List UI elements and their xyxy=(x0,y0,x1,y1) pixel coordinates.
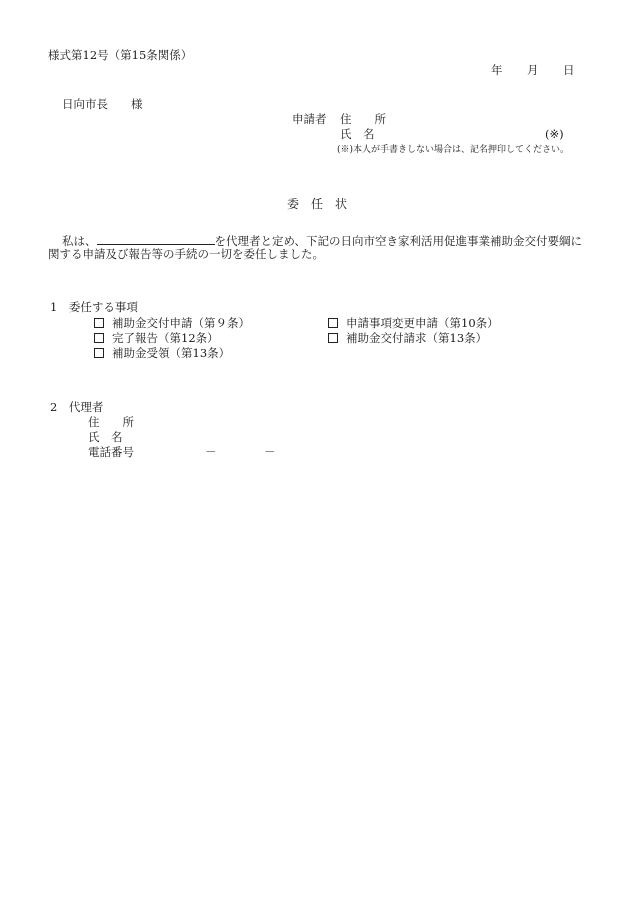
applicant-role-label: 申請者 xyxy=(292,112,327,126)
body-line-1-suffix: を代理者と定め、下記の日向市空き家利活用促進事業補助金交付要綱に xyxy=(214,234,583,248)
delegated-item[interactable] xyxy=(94,318,250,330)
agent-name-label: 氏 名 xyxy=(88,430,123,444)
checkbox[interactable] xyxy=(328,333,338,343)
section2-heading: 2 代理者 xyxy=(50,400,104,414)
checkbox[interactable] xyxy=(94,348,104,358)
delegated-item-label: 補助金交付請求（第13条） xyxy=(346,331,488,345)
delegated-item-label: 補助金交付申請（第９条） xyxy=(112,316,250,330)
checkbox[interactable] xyxy=(94,333,104,343)
addressee: 日向市長 様 xyxy=(62,97,143,111)
delegated-item[interactable] xyxy=(94,348,230,360)
document-title: 委 任 状 xyxy=(287,197,348,211)
delegated-item[interactable] xyxy=(94,333,219,345)
delegate-name-blank[interactable] xyxy=(97,234,215,245)
checkbox[interactable] xyxy=(328,318,338,328)
form-number: 様式第12号（第15条関係） xyxy=(48,48,193,62)
applicant-address-label: 住 所 xyxy=(340,112,386,126)
seal-note: (※)本人が手書きしない場合は、記名押印してください。 xyxy=(337,145,570,155)
applicant-name-label: 氏 名 xyxy=(340,127,375,141)
seal-mark: (※) xyxy=(545,127,564,141)
phone-dash-2: － xyxy=(264,445,276,459)
body-line-1-prefix: 私は、 xyxy=(62,234,97,248)
delegated-item[interactable] xyxy=(328,318,499,330)
agent-address-label: 住 所 xyxy=(88,415,134,429)
checkbox[interactable] xyxy=(94,318,104,328)
date-month-label: 月 xyxy=(527,63,539,77)
phone-dash-1: － xyxy=(205,445,217,459)
delegated-item-label: 補助金受領（第13条） xyxy=(112,346,231,360)
agent-phone-label: 電話番号 xyxy=(88,445,134,459)
delegated-item-label: 完了報告（第12条） xyxy=(112,331,219,345)
delegated-item-label: 申請事項変更申請（第10条） xyxy=(346,316,499,330)
date-day-label: 日 xyxy=(563,63,575,77)
body-line-1 xyxy=(62,234,582,248)
date-year-label: 年 xyxy=(491,63,503,77)
delegated-item[interactable] xyxy=(328,333,487,345)
section1-heading: 1 委任する事項 xyxy=(50,300,138,314)
body-line-2: 関する申請及び報告等の手続の一切を委任しました。 xyxy=(48,247,324,261)
